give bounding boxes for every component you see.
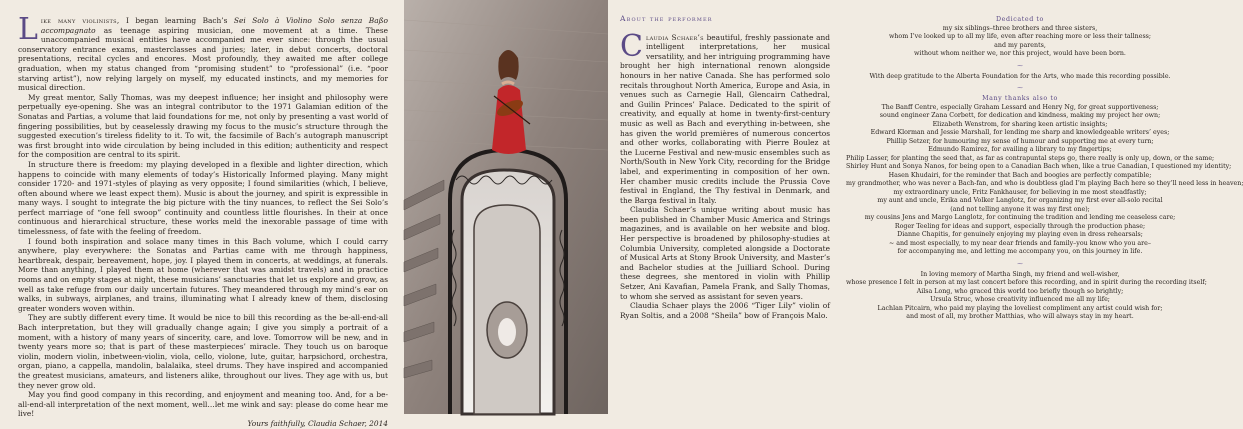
- dedication-heading: Dedicated to: [996, 16, 1044, 23]
- memory-line: Ailsa Long, who graced this world too briefly though so brightly;: [916, 287, 1124, 295]
- thanks-line: Roger Teeling for ideas and support, especially through the production phase;: [894, 222, 1146, 230]
- performer-paragraph-1: [620, 28, 831, 206]
- thanks-line: Shirley Hunt and Sonya Nanos, for being open to a Canadian Bach when, like a true Canadian, I questioned my identity;: [846, 163, 1232, 170]
- letter-paragraph-2: My great mentor, Sally Thomas, was my deepest influence; her insight and philosophy were perpetually eye-opening. She was an integral contributor to the 1971 Galamian edition of the Sonatas and Partias, a volume that laid foundations for me, not only by presenting a vast world of fingering possibilities, but by ceaselessly drawing my focus to the music’s structure through the suggested execution’s tireless fidelity to it. To wit, the facsimile of Bach’s autograph manuscript was first brought into wide circulation by being included in this edition; authenticity and respect for the composition are central to its spirit.: [18, 92, 388, 160]
- memory-line: and most of all, my brother Matthias, who will always stay in my heart.: [906, 313, 1134, 320]
- ornament-divider: ~: [1016, 83, 1024, 92]
- thanks-line: my extraordinary uncle, Fritz Fankhauser, for believing in me most steadfastly;: [893, 188, 1147, 196]
- performer-dropcap: C: [620, 28, 643, 64]
- performer-paragraph-3: Claudia Schaer plays the 2006 “Tiger Lily” violin of Ryan Soltis, and a 2008 “Sheila” bow of François Malo.: [620, 301, 830, 320]
- dedication-panel: [840, 0, 1243, 414]
- letter-text: as teenage aspiring musician, one movement at a time. These unaccompanied musical entities have accompanied me ever since: through the usual conservatory entrance exams, masterclasses and juries; later, in debut concerts, doctoral presentations, recital cycles and encores. Most profoundly, they awaited me after college graduation, when my status changed from “promising student” to “professional” (i.e. “poor starving artist”), now relying largely on myself, my educated instincts, and my memories for musical direction.: [18, 25, 388, 93]
- ornament-divider: ~: [1016, 258, 1024, 268]
- thanks-line: for accompanying me, and letting me accompany you, on this journey in life.: [897, 248, 1143, 255]
- performer-photo: [404, 0, 608, 414]
- thanks-line: Phillip Setzer, for humouring my sense of humour and supporting me at every turn;: [886, 137, 1154, 145]
- performer-panel: [608, 0, 840, 414]
- letter-paragraph-6: May you find good company in this recording, and enjoyment and meaning too. And, for a be-all-end-all interpretation of the next moment, well…let me wink and say: please do come hear me live!: [18, 390, 388, 419]
- dedication-line: and my parents,: [994, 41, 1046, 49]
- thanks-line: Dianne Chapitis, for genuinely enjoying my playing even in dress rehearsals;: [897, 231, 1143, 238]
- letter-panel: [0, 0, 404, 428]
- staircase-photo-illustration: [404, 0, 608, 414]
- letter-paragraph-1: [18, 12, 388, 93]
- performer-paragraph-2: Claudia Schaer’s unique writing about music has been published in Chamber Music America and Strings magazines, and is available on her website and blog. Her perspective is broadened by philosophy-studies at Columbia University, completed alongside a Doctorate of Musical Arts at Stony Brook University, and Master’s and Bachelor studies at the Juilliard School. During these degrees, she mentored in violin with Phillip Setzer, Ani Kavafian, Pamela Frank, and Sally Thomas, to whom she served as assistant for seven years.: [620, 205, 830, 301]
- thanks-line: ~ and most especially, to my near dear friends and family–you know who you are–: [888, 239, 1152, 247]
- thanks-line: Edward Klorman and Jessie Marshall, for lending me sharp and knowledgeable writers’ eyes;: [870, 129, 1170, 136]
- memory-line: In loving memory of Martha Singh, my friend and well-wisher,: [920, 270, 1120, 278]
- letter-dropcap: L: [18, 12, 38, 47]
- dedication-line: without whom neither we, nor this project, would have been born.: [914, 50, 1126, 57]
- thanks-line: The Banff Centre, especially Graham Lessard and Henry Ng, for great supportiveness;: [881, 103, 1159, 111]
- letter-signature: Yours faithfully, Claudia Schaer, 2014: [247, 418, 388, 428]
- alberta-acknowledgement: With deep gratitude to the Alberta Foundation for the Arts, who made this recording possible.: [869, 72, 1171, 80]
- performer-heading: About the performer: [620, 14, 713, 23]
- letter-paragraph-3: In structure there is freedom: my playing developed in a flexible and lighter direction, which happens to coincide with many elements of today’s Historically Informed playing. Many might consider 1720- and 1971-styles of playing as very opposite; I found similarities (which, I believe, often abound where we least expect them). Music is about the journey, and spirit is expressible in many ways. I sought to integrate the big picture with the tiny nuances, to reflect the Sei Solo’s perfect marriage of “one fell swoop” continuity and countless little flourishes. In their at once continuous and hierarchical structure, these works meld the inexorable passage of time with timelessness, of fate with the feeling of freedom.: [18, 159, 388, 237]
- thanks-line: Elizabeth Wenstrom, for sharing keen artistic insights;: [932, 120, 1108, 128]
- thanks-line: Philip Lasser, for planting the seed that, as far as contrapuntal steps go, there really is only up, down, or the same;: [846, 154, 1215, 162]
- work-title: Sei Solo à Violino Solo senza Baßo accompagnato: [40, 16, 388, 35]
- letter-lead: ike many violinists,: [40, 16, 120, 25]
- letter-paragraph-4: I found both inspiration and solace many times in this Bach volume, which I could carry anywhere, play everywhere: the Sonatas and Partias came with me through happiness, heartbreak, despair, bereavement, hope, joy. I played them in concerts, at weddings, at funerals. More than anything, I played them at home (wherever that was amidst travels) and in practice rooms and on empty stages at night, these musicians’ sanctuaries that let us explore and grow, as well as take refuge from our daily uncertain futures. They meandered through my mind’s ear on walks, in subways, airplanes, and trains, illuminating what I already knew of them, disclosing greater wonders woven within.: [18, 236, 388, 313]
- letter-paragraph-5: They are subtly different every time. It would be nice to bill this recording as the be-all-end-all Bach interpretation, but they will gradually change again; I give you simply a portrait of a moment, with a history of many years of sincerity, care, and love. Tomorrow will be new, and in twenty years more so; that is part of these masterpieces’ miracle. They touch us on baroque violin, modern violin, inbetween-violin, viola, cello, violone, lute, guitar, harpsichord, orchestra, organ, piano, a cappella, mandolin, balalaika, steel drums. They have inspired and accompanied the greatest musicians, amateurs, and listeners alike, throughout our lives. They age with us, but they never grow old.: [18, 313, 388, 390]
- performer-lead: laudia Schaer’s: [645, 32, 704, 42]
- performer-text: beautiful, freshly passionate and intelligent interpretations, her musical versatility, and her intriguing programming have brought her high international renown alongside honours in her native Canada. She has performed solo recitals throughout North America, Europe and Asia, in venues such as Carnegie Hall, Glencairn Cathedral, and Guilin Princes’ Palace. Dedicated to the spirit of creativity, and equally at home in twenty-first-century music as well as Bach and everything in-between, she has given the world premières of numerous concertos and other works, collaborating with Pierre Boulez at the Lucerne Festival and new-music ensembles such as North/South in New York City, recording for the Bridge label, and experimenting in composition of her own. Her chamber music credits include the Prussia Cove festival in England, the Thy festival in Denmark, and the Barga festival in Italy.: [620, 32, 831, 205]
- memory-line: whose presence I felt in person at my last concert before this recording, and in spirit during the recording itself;: [846, 279, 1207, 286]
- thanks-line: my grandmother, who was never a Bach-fan, and who is doubtless glad I’m playing Bach here so they’ll need less in heaven;: [846, 180, 1243, 187]
- dedication-line: my six siblings–three brothers and three sisters,: [942, 24, 1098, 32]
- thanks-heading: Many thanks also to: [982, 95, 1058, 102]
- thanks-line: (and not telling anyone it was my first one);: [950, 205, 1090, 213]
- ornament-divider: ~: [1016, 60, 1024, 70]
- thanks-line: sound engineer Zana Corbett, for dedication and kindness, making my project her own;: [879, 112, 1161, 119]
- thanks-line: my cousins Jens and Margo Langlotz, for continuing the tradition and lending me ceaseless care;: [864, 214, 1176, 221]
- memory-line: Lachlan Pitcairn, who paid my playing the loveliest compliment any artist could wish for;: [877, 304, 1163, 312]
- thanks-line: my aunt and uncle, Erika and Volker Langlotz, for organizing my first ever all-solo recital: [877, 197, 1163, 204]
- thanks-line: Edmundo Ramirez, for availing a library to my fingertips;: [928, 146, 1112, 153]
- letter-text: I began learning Bach’s: [119, 16, 234, 25]
- memory-line: Ursula Struc, whose creativity influenced me all my life;: [930, 296, 1110, 303]
- thanks-line: Hasen Khudairi, for the reminder that Bach and boogies are perfectly compatible;: [888, 171, 1152, 179]
- dedication-line: whom I’ve looked up to all my life, even after reaching more or less their tallness;: [888, 33, 1152, 40]
